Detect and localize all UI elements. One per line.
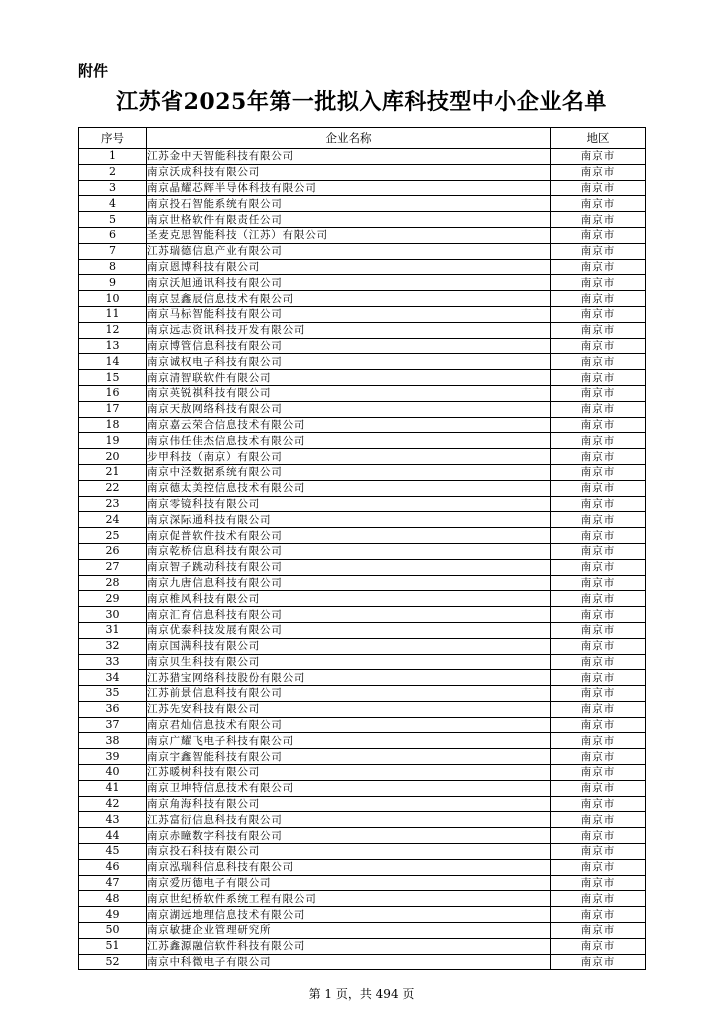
table-row — [79, 385, 646, 401]
row-company-name: 南京嘉云荣合信息技术有限公司 — [147, 417, 551, 433]
row-region: 南京市 — [551, 638, 646, 654]
row-serial-number: 36 — [79, 701, 147, 717]
table-row — [79, 686, 646, 702]
row-serial-number: 14 — [79, 354, 147, 370]
row-serial-number: 1 — [79, 149, 147, 165]
table-row — [79, 322, 646, 338]
row-company-name: 南京宇鑫智能科技有限公司 — [147, 749, 551, 765]
row-serial-number: 41 — [79, 780, 147, 796]
row-region: 南京市 — [551, 701, 646, 717]
table-row — [79, 196, 646, 212]
row-region: 南京市 — [551, 464, 646, 480]
row-company-name: 南京沃旭通讯科技有限公司 — [147, 275, 551, 291]
row-serial-number: 39 — [79, 749, 147, 765]
table-row — [79, 575, 646, 591]
table-row — [79, 528, 646, 544]
row-serial-number: 4 — [79, 196, 147, 212]
table-row — [79, 543, 646, 559]
table-row — [79, 164, 646, 180]
row-company-name: 江苏前景信息科技有限公司 — [147, 686, 551, 702]
table-row — [79, 212, 646, 228]
row-region: 南京市 — [551, 354, 646, 370]
row-region: 南京市 — [551, 180, 646, 196]
row-region: 南京市 — [551, 749, 646, 765]
row-region: 南京市 — [551, 907, 646, 923]
row-region: 南京市 — [551, 259, 646, 275]
row-serial-number: 11 — [79, 306, 147, 322]
row-serial-number: 8 — [79, 259, 147, 275]
row-company-name: 南京中泾数据系统有限公司 — [147, 464, 551, 480]
row-region: 南京市 — [551, 417, 646, 433]
table-row — [79, 733, 646, 749]
table-header-row — [79, 128, 646, 149]
row-company-name: 南京贝生科技有限公司 — [147, 654, 551, 670]
row-company-name: 南京英锐祺科技有限公司 — [147, 385, 551, 401]
row-company-name: 南京爱历德电子有限公司 — [147, 875, 551, 891]
table-row — [79, 907, 646, 923]
row-serial-number: 32 — [79, 638, 147, 654]
row-serial-number: 9 — [79, 275, 147, 291]
row-region: 南京市 — [551, 496, 646, 512]
row-region: 南京市 — [551, 338, 646, 354]
row-region: 南京市 — [551, 575, 646, 591]
row-company-name: 南京中科微电子有限公司 — [147, 954, 551, 970]
table-row — [79, 480, 646, 496]
table-row — [79, 433, 646, 449]
row-region: 南京市 — [551, 765, 646, 781]
table-row — [79, 227, 646, 243]
row-serial-number: 6 — [79, 227, 147, 243]
table-row — [79, 306, 646, 322]
row-company-name: 南京湖远地理信息技术有限公司 — [147, 907, 551, 923]
row-serial-number: 19 — [79, 433, 147, 449]
row-company-name: 南京世纪桥软件系统工程有限公司 — [147, 891, 551, 907]
row-region: 南京市 — [551, 385, 646, 401]
row-region: 南京市 — [551, 938, 646, 954]
row-region: 南京市 — [551, 891, 646, 907]
row-company-name: 江苏金中天智能科技有限公司 — [147, 149, 551, 165]
row-serial-number: 38 — [79, 733, 147, 749]
table-row — [79, 875, 646, 891]
row-company-name: 南京马标智能科技有限公司 — [147, 306, 551, 322]
row-serial-number: 15 — [79, 370, 147, 386]
row-region: 南京市 — [551, 433, 646, 449]
table-row — [79, 844, 646, 860]
row-serial-number: 43 — [79, 812, 147, 828]
row-region: 南京市 — [551, 306, 646, 322]
row-serial-number: 24 — [79, 512, 147, 528]
row-company-name: 南京君灿信息技术有限公司 — [147, 717, 551, 733]
table-row — [79, 243, 646, 259]
row-company-name: 南京泓瑞科信息科技有限公司 — [147, 859, 551, 875]
table-row — [79, 496, 646, 512]
table-row — [79, 370, 646, 386]
row-company-name: 南京赤瞳数字科技有限公司 — [147, 828, 551, 844]
row-region: 南京市 — [551, 322, 646, 338]
row-company-name: 江苏猎宝网络科技股份有限公司 — [147, 670, 551, 686]
row-company-name: 南京昱鑫辰信息技术有限公司 — [147, 291, 551, 307]
row-serial-number: 7 — [79, 243, 147, 259]
row-region: 南京市 — [551, 717, 646, 733]
row-serial-number: 21 — [79, 464, 147, 480]
row-region: 南京市 — [551, 654, 646, 670]
row-company-name: 南京博管信息科技有限公司 — [147, 338, 551, 354]
row-region: 南京市 — [551, 480, 646, 496]
table-row — [79, 338, 646, 354]
table-row — [79, 780, 646, 796]
row-serial-number: 34 — [79, 670, 147, 686]
row-company-name: 南京天敖网络科技有限公司 — [147, 401, 551, 417]
row-company-name: 南京零镜科技有限公司 — [147, 496, 551, 512]
row-region: 南京市 — [551, 859, 646, 875]
row-region: 南京市 — [551, 149, 646, 165]
row-region: 南京市 — [551, 670, 646, 686]
row-region: 南京市 — [551, 401, 646, 417]
row-serial-number: 28 — [79, 575, 147, 591]
row-company-name: 江苏暖树科技有限公司 — [147, 765, 551, 781]
table-row — [79, 354, 646, 370]
row-serial-number: 46 — [79, 859, 147, 875]
row-serial-number: 5 — [79, 212, 147, 228]
row-serial-number: 33 — [79, 654, 147, 670]
table-row — [79, 670, 646, 686]
row-company-name: 南京诚权电子科技有限公司 — [147, 354, 551, 370]
row-serial-number: 27 — [79, 559, 147, 575]
table-row — [79, 701, 646, 717]
row-company-name: 南京优泰科技发展有限公司 — [147, 622, 551, 638]
table-row — [79, 749, 646, 765]
row-company-name: 步甲科技（南京）有限公司 — [147, 449, 551, 465]
table-row — [79, 464, 646, 480]
row-region: 南京市 — [551, 196, 646, 212]
page-footer: 第 1 页，共 494 页 — [308, 987, 415, 1001]
row-serial-number: 37 — [79, 717, 147, 733]
table-row — [79, 559, 646, 575]
table-row — [79, 654, 646, 670]
row-region: 南京市 — [551, 796, 646, 812]
table-row — [79, 591, 646, 607]
row-region: 南京市 — [551, 212, 646, 228]
row-serial-number: 52 — [79, 954, 147, 970]
row-serial-number: 50 — [79, 923, 147, 939]
row-serial-number: 51 — [79, 938, 147, 954]
row-company-name: 南京深际通科技有限公司 — [147, 512, 551, 528]
row-company-name: 圣麦克思智能科技（江苏）有限公司 — [147, 227, 551, 243]
row-serial-number: 31 — [79, 622, 147, 638]
row-region: 南京市 — [551, 449, 646, 465]
row-serial-number: 29 — [79, 591, 147, 607]
row-company-name: 江苏瑞德信息产业有限公司 — [147, 243, 551, 259]
row-region: 南京市 — [551, 844, 646, 860]
row-company-name: 南京世格软件有限责任公司 — [147, 212, 551, 228]
row-company-name: 南京九唐信息科技有限公司 — [147, 575, 551, 591]
row-serial-number: 18 — [79, 417, 147, 433]
row-serial-number: 22 — [79, 480, 147, 496]
table-row — [79, 638, 646, 654]
row-serial-number: 47 — [79, 875, 147, 891]
row-company-name: 南京投石智能系统有限公司 — [147, 196, 551, 212]
table-row — [79, 291, 646, 307]
row-company-name: 南京乾桥信息科技有限公司 — [147, 543, 551, 559]
row-company-name: 南京汇育信息科技有限公司 — [147, 607, 551, 623]
row-company-name: 南京国满科技有限公司 — [147, 638, 551, 654]
table-row — [79, 828, 646, 844]
row-serial-number: 3 — [79, 180, 147, 196]
row-region: 南京市 — [551, 954, 646, 970]
row-region: 南京市 — [551, 607, 646, 623]
row-company-name: 江苏鑫源融信软件科技有限公司 — [147, 938, 551, 954]
table-row — [79, 891, 646, 907]
attachment-label: 附件 — [78, 62, 109, 80]
row-region: 南京市 — [551, 227, 646, 243]
row-region: 南京市 — [551, 828, 646, 844]
table-row — [79, 275, 646, 291]
table-row — [79, 417, 646, 433]
document-title: 江苏省2025年第一批拟入库科技型中小企业名单 — [116, 89, 607, 115]
row-company-name: 南京椎风科技有限公司 — [147, 591, 551, 607]
row-region: 南京市 — [551, 812, 646, 828]
row-serial-number: 16 — [79, 385, 147, 401]
row-company-name: 南京智子跳动科技有限公司 — [147, 559, 551, 575]
row-region: 南京市 — [551, 528, 646, 544]
table-row — [79, 449, 646, 465]
row-region: 南京市 — [551, 622, 646, 638]
header-region: 地区 — [551, 128, 646, 149]
row-region: 南京市 — [551, 733, 646, 749]
row-serial-number: 23 — [79, 496, 147, 512]
row-serial-number: 12 — [79, 322, 147, 338]
row-company-name: 南京沃成科技有限公司 — [147, 164, 551, 180]
table-row — [79, 622, 646, 638]
row-region: 南京市 — [551, 686, 646, 702]
row-region: 南京市 — [551, 543, 646, 559]
table-row — [79, 923, 646, 939]
row-company-name: 南京敏捷企业管理研究所 — [147, 923, 551, 939]
company-list-table — [78, 127, 646, 970]
row-serial-number: 42 — [79, 796, 147, 812]
row-serial-number: 48 — [79, 891, 147, 907]
row-region: 南京市 — [551, 780, 646, 796]
row-serial-number: 2 — [79, 164, 147, 180]
table-row — [79, 859, 646, 875]
header-serial-number: 序号 — [79, 128, 147, 149]
row-region: 南京市 — [551, 370, 646, 386]
row-serial-number: 17 — [79, 401, 147, 417]
row-region: 南京市 — [551, 291, 646, 307]
row-serial-number: 30 — [79, 607, 147, 623]
row-region: 南京市 — [551, 559, 646, 575]
row-company-name: 南京远志资讯科技开发有限公司 — [147, 322, 551, 338]
table-row — [79, 812, 646, 828]
header-company-name: 企业名称 — [147, 128, 551, 149]
row-company-name: 南京卫坤特信息技术有限公司 — [147, 780, 551, 796]
row-serial-number: 20 — [79, 449, 147, 465]
row-company-name: 江苏先安科技有限公司 — [147, 701, 551, 717]
row-serial-number: 10 — [79, 291, 147, 307]
table-row — [79, 401, 646, 417]
table-row — [79, 938, 646, 954]
table-row — [79, 259, 646, 275]
row-region: 南京市 — [551, 875, 646, 891]
row-serial-number: 44 — [79, 828, 147, 844]
row-company-name: 南京促普软件技术有限公司 — [147, 528, 551, 544]
row-region: 南京市 — [551, 164, 646, 180]
row-region: 南京市 — [551, 591, 646, 607]
table-row — [79, 180, 646, 196]
row-serial-number: 45 — [79, 844, 147, 860]
table-row — [79, 149, 646, 165]
table-row — [79, 765, 646, 781]
table-row — [79, 512, 646, 528]
row-serial-number: 13 — [79, 338, 147, 354]
row-serial-number: 40 — [79, 765, 147, 781]
row-region: 南京市 — [551, 923, 646, 939]
row-company-name: 南京清智联软件有限公司 — [147, 370, 551, 386]
row-company-name: 南京伟任佳杰信息技术有限公司 — [147, 433, 551, 449]
table-row — [79, 796, 646, 812]
row-serial-number: 26 — [79, 543, 147, 559]
table-row — [79, 954, 646, 970]
row-company-name: 南京晶耀芯辉半导体科技有限公司 — [147, 180, 551, 196]
row-company-name: 南京广耀飞电子科技有限公司 — [147, 733, 551, 749]
row-region: 南京市 — [551, 243, 646, 259]
row-serial-number: 35 — [79, 686, 147, 702]
row-serial-number: 25 — [79, 528, 147, 544]
row-region: 南京市 — [551, 275, 646, 291]
table-row — [79, 717, 646, 733]
table-body — [79, 149, 646, 970]
row-company-name: 南京德太美控信息技术有限公司 — [147, 480, 551, 496]
row-company-name: 南京角海科技有限公司 — [147, 796, 551, 812]
row-region: 南京市 — [551, 512, 646, 528]
row-company-name: 南京恩博科技有限公司 — [147, 259, 551, 275]
row-serial-number: 49 — [79, 907, 147, 923]
row-company-name: 南京投石科技有限公司 — [147, 844, 551, 860]
table-row — [79, 607, 646, 623]
row-company-name: 江苏富衍信息科技有限公司 — [147, 812, 551, 828]
